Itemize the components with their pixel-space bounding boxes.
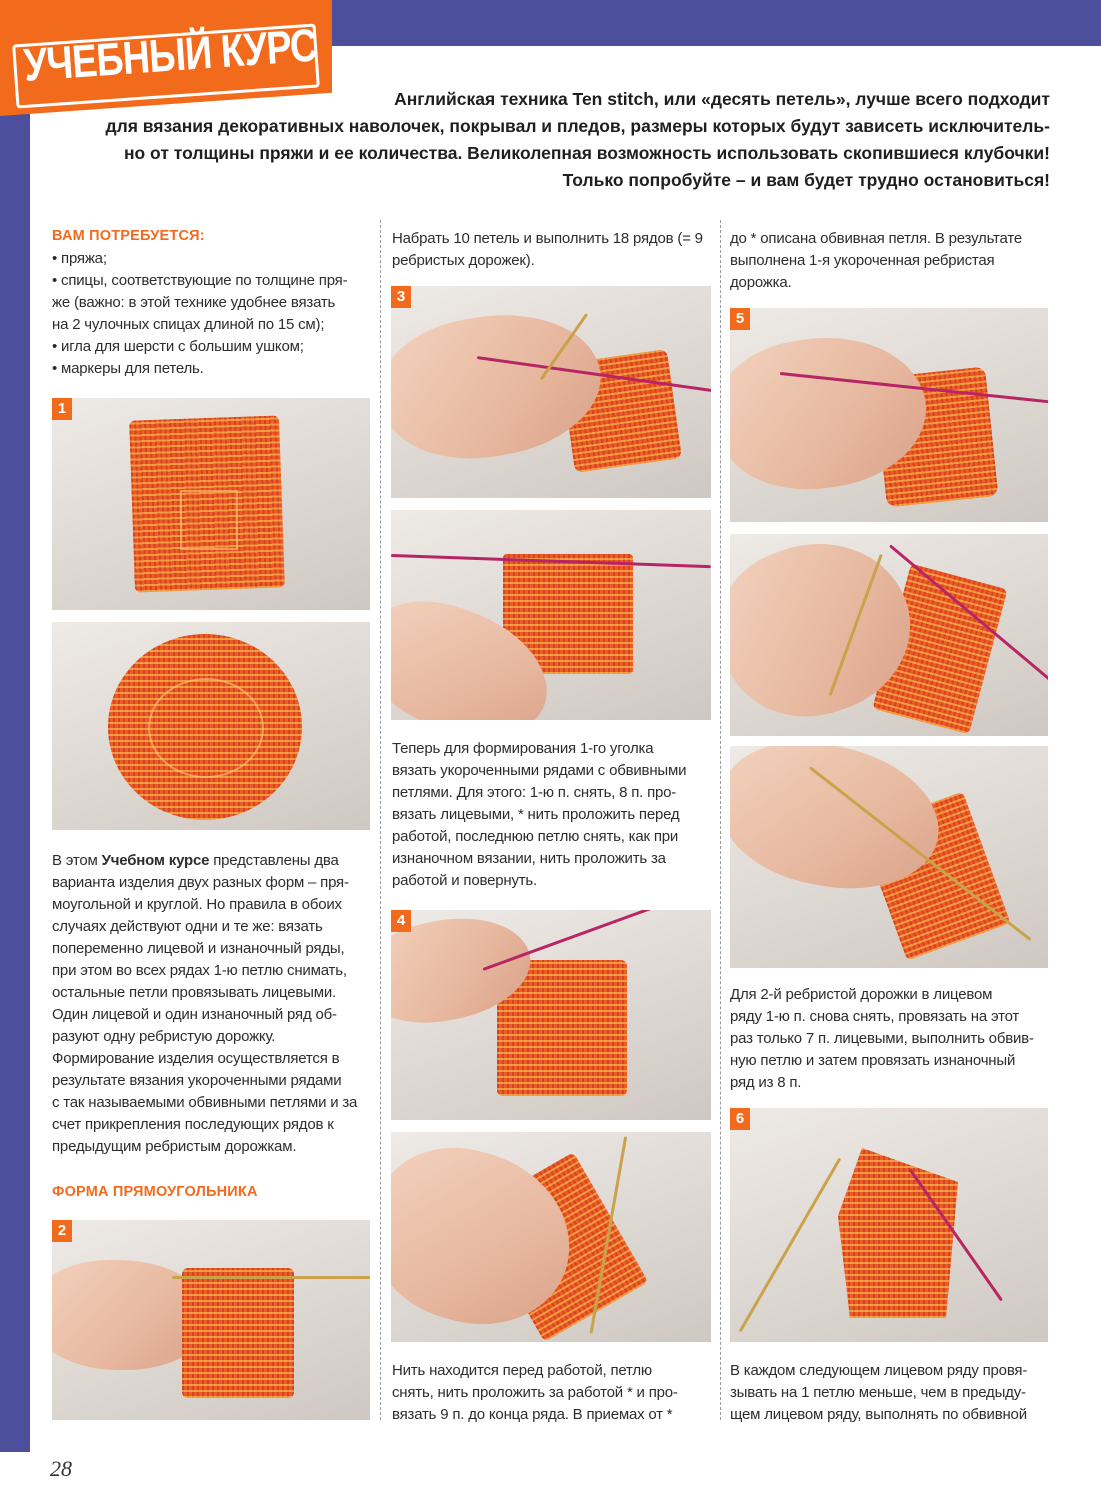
para-text: представлены два [209,852,339,869]
para-line: результате вязания укороченными рядами [52,1072,342,1089]
column-3-bottom-text [730,1360,1050,1426]
photo-step-2 [52,1220,370,1420]
text-line: вязать укороченными рядами с обвивными [392,762,687,779]
para-line: Формирование изделия осуществляется в [52,1050,340,1067]
needs-item-text: же (важно: в этой технике удобнее вязать [52,294,336,311]
text-line: снять, нить проложить за работой * и про- [392,1384,678,1401]
para-line: моугольной и круглой. Но правила в обоих [52,896,342,913]
text-line: вязать 9 п. до конца ряда. В приемах от * [392,1406,673,1423]
knit-inner-square [180,490,238,550]
step-badge: 2 [52,1220,72,1242]
para-line: с так называемыми обвивными петлями и за [52,1094,358,1111]
text-line: петлями. Для этого: 1-ю п. снять, 8 п. про- [392,784,677,801]
para-line: счет прикрепления последующих рядов к [52,1116,334,1133]
para-line: разуют одну ребристую дорожку. [52,1028,276,1045]
text-line: дорожка. [730,274,792,291]
needs-item: • маркеры для петель. [52,358,370,380]
photo-step-6 [730,1108,1048,1342]
text-line: работой, последнюю петлю снять, как при [392,828,679,845]
para-line: остальные петли провязывать лицевыми. [52,984,336,1001]
needs-item: • пряжа; [52,248,370,270]
column-divider [380,220,381,1420]
footer-bar [0,1452,1101,1504]
text-line: работой и повернуть. [392,872,538,889]
needs-item-cont [52,314,370,336]
photo-step-5b [730,534,1048,736]
text-line: ряд из 8 п. [730,1074,802,1091]
step-badge: 4 [391,910,411,932]
knit-swatch [838,1148,958,1318]
column-3-mid-text [730,984,1050,1094]
photo-rectangle-sample [52,398,370,610]
needs-heading: ВАМ ПОТРЕБУЕТСЯ: [52,228,205,244]
photo-step-3b [391,510,711,720]
intro-line: Английская техника Ten stitch, или «десять петель», лучше всего подходит [394,89,1050,109]
photo-step-4 [391,910,711,1120]
column-3-top-text [730,228,1050,294]
text-line: до * описана обвивная петля. В результате [730,230,1022,247]
text-line: ребристых дорожек). [392,252,535,269]
banner-title: УЧЕБНЫЙ КУРС [22,18,319,91]
text-line: раз только 7 п. лицевыми, выполнить обвив- [730,1030,1034,1047]
column-divider [720,220,721,1420]
step-badge: 6 [730,1108,750,1130]
text-line: Нить находится перед работой, петлю [392,1362,652,1379]
intro-method-paragraph [52,850,372,1158]
para-text: В этом [52,852,102,869]
text-line: Теперь для формирования 1-го уголка [392,740,654,757]
step-badge: 3 [391,286,411,308]
page-number: 28 [50,1456,72,1481]
para-line: попеременно лицевой и изнаночный ряды, [52,940,345,957]
text-line: Набрать 10 петель и выполнить 18 рядов (= 9 [392,230,703,247]
photo-step-5c [730,746,1048,968]
para-line: варианта изделия двух разных форм – пря- [52,874,349,891]
needs-item: • спицы, соответствующие по толщине пря- [52,270,370,292]
para-line [52,850,372,872]
column-2-bottom-text [392,1360,712,1426]
knit-spiral [148,678,264,778]
text-line: выполнена 1-я укороченная ребристая [730,252,995,269]
needle [172,1276,370,1279]
needs-list [52,248,370,380]
para-line: случаях действуют одни и те же: вязать [52,918,323,935]
needs-item: • игла для шерсти с большим ушком; [52,336,370,358]
photo-step-4b [391,1132,711,1342]
photo-circle-sample [52,622,370,830]
intro-line: но от толщины пряжи и ее количества. Великолепная возможность использовать скопившиеся клубочки! [123,143,1050,163]
needs-item-text: на 2 чулочных спицах длиной по 15 см); [52,316,325,333]
needle [739,1158,842,1333]
text-line: ную петлю и затем провязать изнаночный [730,1052,1016,1069]
text-line: В каждом следующем лицевом ряду провя- [730,1362,1028,1379]
text-line: вязать лицевыми, * нить проложить перед [392,806,680,823]
photo-step-5 [730,308,1048,522]
step-badge: 5 [730,308,750,330]
column-2-top-text [392,228,712,272]
text-line: зывать на 1 петлю меньше, чем в предыду- [730,1384,1026,1401]
knit-swatch [182,1268,294,1398]
photo-step-3 [391,286,711,498]
para-line: Один лицевой и один изнаночный ряд об- [52,1006,337,1023]
para-line: предыдущим ребристым дорожкам. [52,1138,297,1155]
intro-line: Только попробуйте – и вам будет трудно остановиться! [562,170,1050,190]
text-line: Для 2-й ребристой дорожки в лицевом [730,986,993,1003]
intro-paragraph [60,86,1050,194]
para-line: при этом во всех рядах 1-ю петлю снимать, [52,962,347,979]
text-line: изнаночном вязании, нить проложить за [392,850,666,867]
intro-line: для вязания декоративных наволочек, покрывал и пледов, размеры которых будут зависеть исключитель- [105,116,1050,136]
para-bold: Учебном курсе [101,852,210,869]
text-line: ряду 1-ю п. снова снять, провязать на этот [730,1008,1020,1025]
rectangle-heading: ФОРМА ПРЯМОУГОЛЬНИКА [52,1184,258,1200]
column-1 [52,228,370,380]
needs-item-cont [52,292,370,314]
column-2-mid-text [392,738,712,892]
step-badge: 1 [52,398,72,420]
left-frame [0,0,30,1452]
text-line: щем лицевом ряду, выполнять по обвивной [730,1406,1027,1423]
